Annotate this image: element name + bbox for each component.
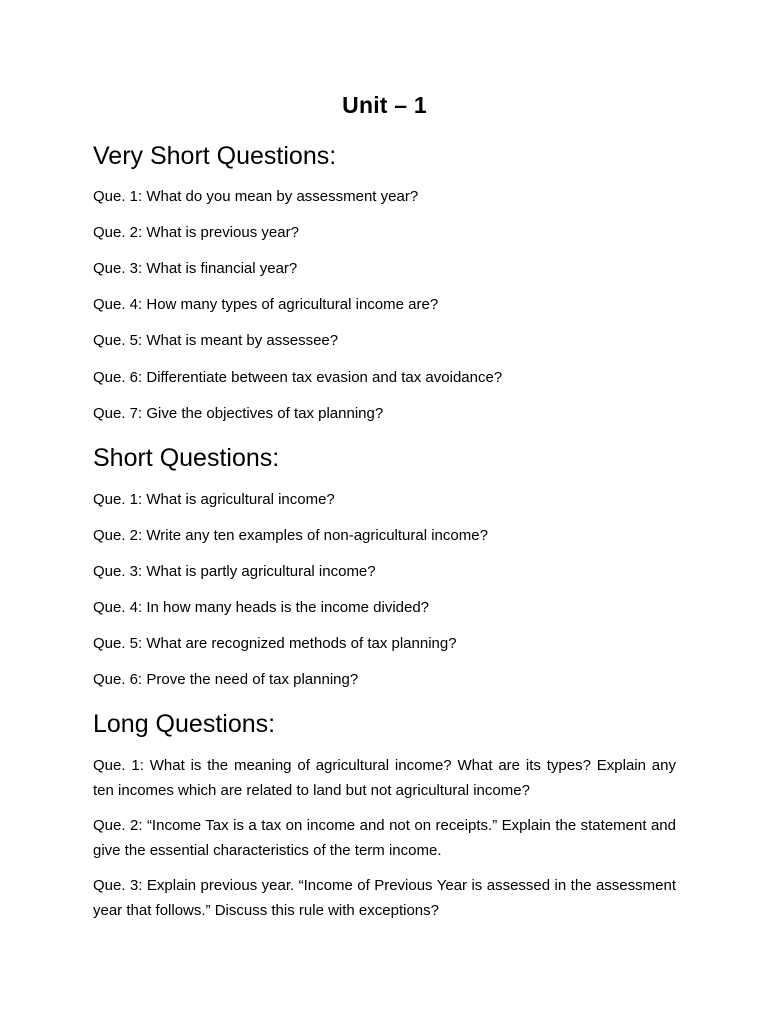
long-questions-heading: Long Questions: xyxy=(93,710,276,738)
short-question-4: Que. 4: In how many heads is the income divided? xyxy=(93,599,430,616)
very-short-question-4: Que. 4: How many types of agricultural income are? xyxy=(93,296,439,313)
very-short-questions-heading: Very Short Questions: xyxy=(93,142,337,170)
short-question-5: Que. 5: What are recognized methods of tax planning? xyxy=(93,635,457,652)
long-question-1: Que. 1: What is the meaning of agricultural income? What are its types? Explain any ten incomes which are related to land but not agricultural income? xyxy=(93,757,676,799)
unit-title: Unit – 1 xyxy=(342,92,427,118)
short-question-3: Que. 3: What is partly agricultural income? xyxy=(93,563,376,580)
very-short-question-6: Que. 6: Differentiate between tax evasion and tax avoidance? xyxy=(93,369,503,386)
long-question-3: Que. 3: Explain previous year. “Income of Previous Year is assessed in the assessment year that follows.” Discuss this rule with exceptions? xyxy=(93,877,676,919)
very-short-question-2: Que. 2: What is previous year? xyxy=(93,224,299,241)
short-question-6: Que. 6: Prove the need of tax planning? xyxy=(93,671,359,688)
short-question-2: Que. 2: Write any ten examples of non-agricultural income? xyxy=(93,527,488,544)
very-short-question-3: Que. 3: What is financial year? xyxy=(93,260,298,277)
long-question-2: Que. 2: “Income Tax is a tax on income and not on receipts.” Explain the statement and give the essential characteristics of the term income. xyxy=(93,817,676,859)
very-short-question-1: Que. 1: What do you mean by assessment year? xyxy=(93,188,419,205)
short-questions-heading: Short Questions: xyxy=(93,444,280,472)
very-short-question-7: Que. 7: Give the objectives of tax planning? xyxy=(93,405,384,422)
very-short-question-5: Que. 5: What is meant by assessee? xyxy=(93,332,339,349)
short-question-1: Que. 1: What is agricultural income? xyxy=(93,491,335,508)
